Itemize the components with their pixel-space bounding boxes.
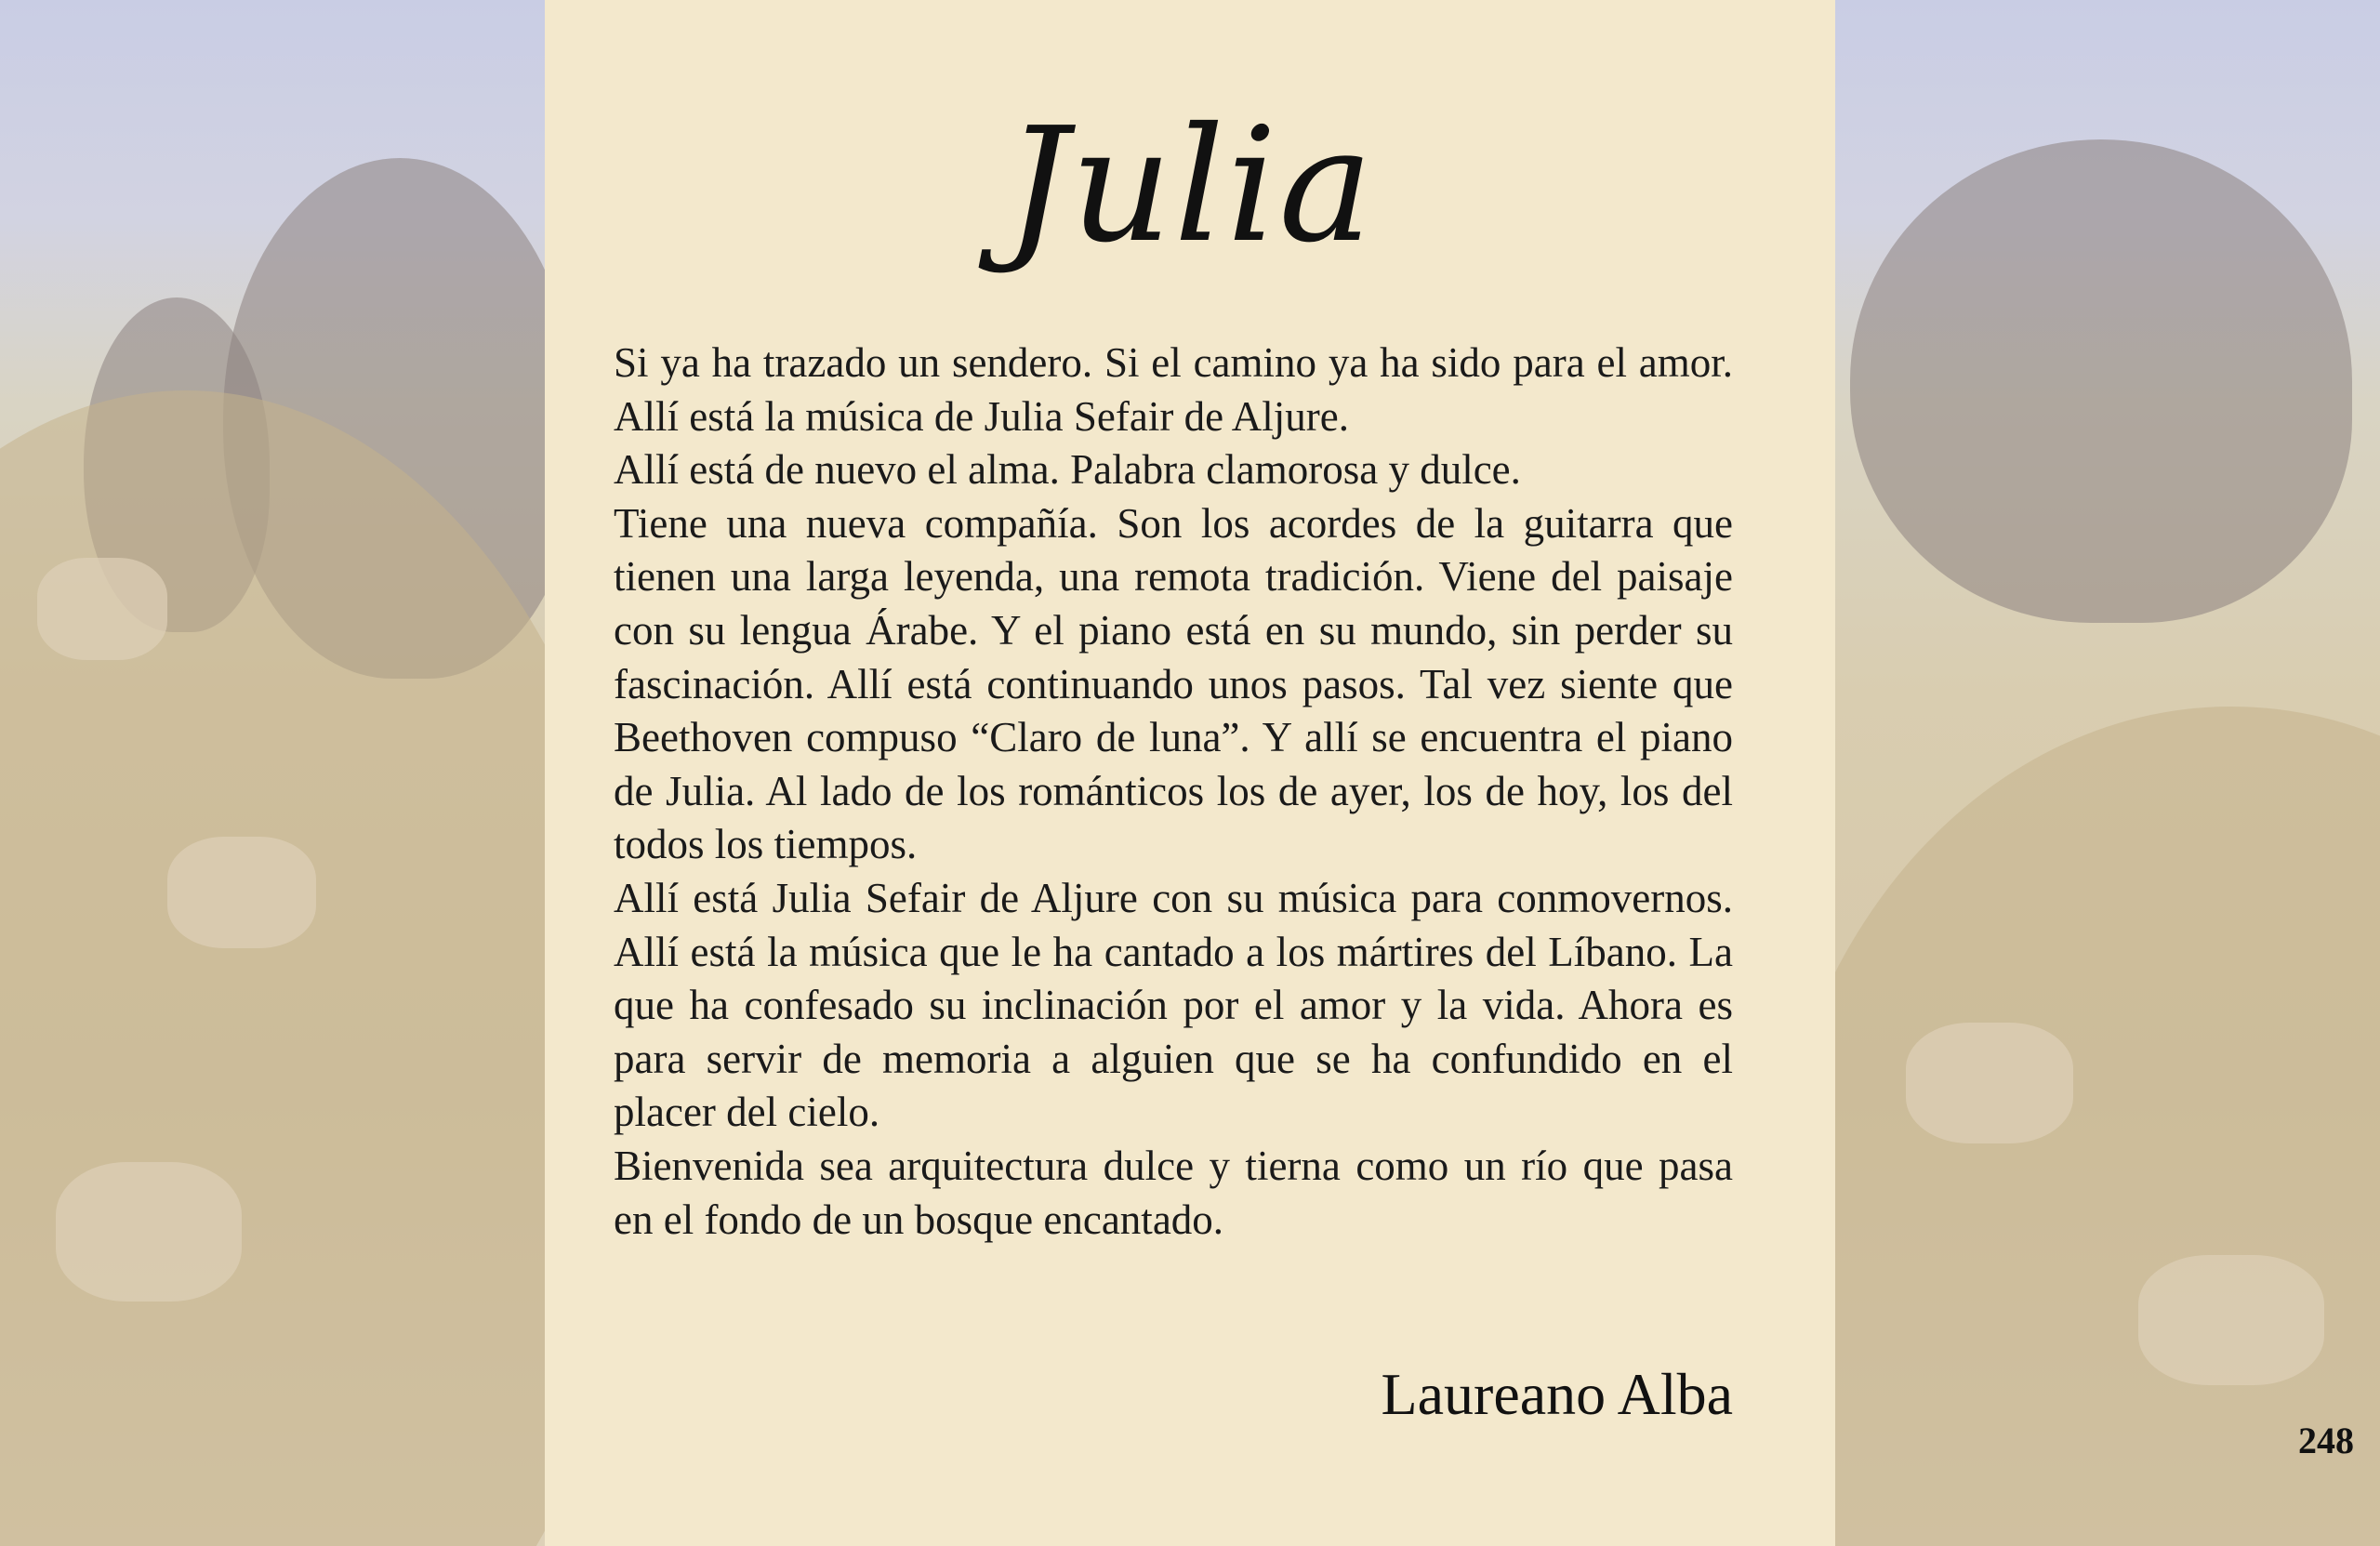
paragraph: Tiene una nueva compañía. Son los acordes de la guitarra que tienen una larga leyenda, una remota tradición. Viene del paisaje con su lengua Árabe. Y el piano está en su mundo, sin perder su fascinación. Allí está continuando unos pasos. Tal vez siente que Beethoven compuso “Claro de luna”. Y allí se encuentra el piano de Julia. Al lado de los románticos los de ayer, los de hoy, los del todos los tiempos.	[614, 499, 1733, 868]
document-page	[545, 0, 1835, 1546]
rock-3	[56, 1162, 242, 1302]
tree-right	[1850, 139, 2352, 623]
paragraph: Si ya ha trazado un sendero. Si el camino ya ha sido para el amor. Allí está la música de Julia Sefair de Aljure.	[614, 339, 1733, 440]
rock-2	[167, 837, 316, 948]
rock-4	[1906, 1023, 2073, 1143]
page-number: 248	[2298, 1420, 2354, 1461]
paragraph: Allí está de nuevo el alma. Palabra clamorosa y dulce.	[614, 446, 1521, 494]
rock-5	[2138, 1255, 2324, 1385]
page-title: Julia	[1005, 94, 1375, 278]
paragraph: Bienvenida sea arquitectura dulce y tierna como un río que pasa en el fondo de un bosque encantado.	[614, 1142, 1733, 1243]
author-signature: Laureano Alba	[1381, 1361, 1733, 1427]
body-text	[614, 337, 1733, 1247]
rock-1	[37, 558, 167, 660]
paragraph: Allí está Julia Sefair de Aljure con su música para conmovernos. Allí está la música que le ha cantado a los mártires del Líbano. La que ha confesado su inclinación por el amor y la vida. Ahora es para servir de memoria a alguien que se ha confundido en el placer del cielo.	[614, 874, 1733, 1136]
